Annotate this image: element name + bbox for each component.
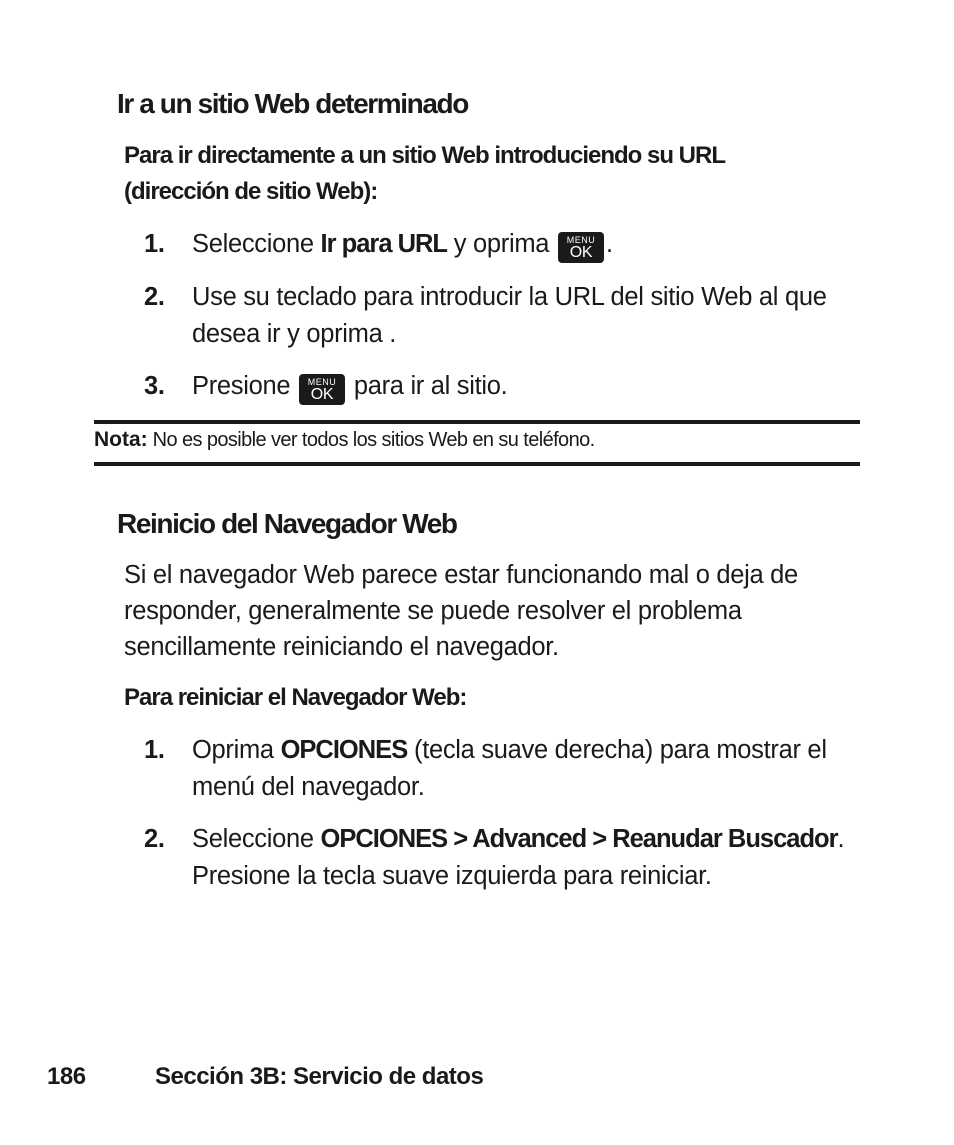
menu-ok-key-icon: MENU OK [558,232,604,263]
step-text: Seleccione OPCIONES > Advanced > Reanudar Buscador. Presione la tecla suave izquierda para reiniciar. [192,825,845,890]
step-number: 1. [144,230,165,258]
note-bottom-rule [94,462,860,466]
section-lead: Para reiniciar el Navegador Web: [124,684,467,711]
section-heading-reinicio: Reinicio del Navegador Web [117,508,457,539]
step-1 [144,732,864,806]
step-text: Seleccione Ir para URL y oprima MENU OK . [192,230,613,261]
step-2 [144,821,864,895]
menu-ok-key-icon: MENU OK [299,374,345,405]
section-body: Si el navegador Web parece estar funcionando mal o deja de responder, generalmente se puede resolver el problema sencillamente reiniciando el navegador. [124,561,798,661]
note [94,428,595,452]
step-3 [144,368,864,405]
step-text: Oprima OPCIONES (tecla suave derecha) para mostrar el menú del navegador. [192,736,827,801]
section-intro: Para ir directamente a un sitio Web introduciendo su URL (dirección de sitio Web): [124,142,725,205]
step-number: 3. [144,372,165,400]
step-text: Presione MENU OK para ir al sitio. [192,372,508,403]
step-number: 2. [144,825,165,853]
footer-section-title: Sección 3B: Servicio de datos [155,1063,484,1090]
step-number: 2. [144,283,165,311]
note-top-rule [94,420,860,424]
step-2 [144,279,864,353]
note-label: Nota: [94,428,148,451]
note-text: No es posible ver todos los sitios Web en su teléfono. [152,429,595,451]
step-text: Use su teclado para introducir la URL del sitio Web al que desea ir y oprima . [192,283,827,348]
page-number: 186 [47,1063,86,1090]
section-heading-ir-sitio: Ir a un sitio Web determinado [117,88,468,119]
step-number: 1. [144,736,165,764]
step-1 [144,226,864,263]
